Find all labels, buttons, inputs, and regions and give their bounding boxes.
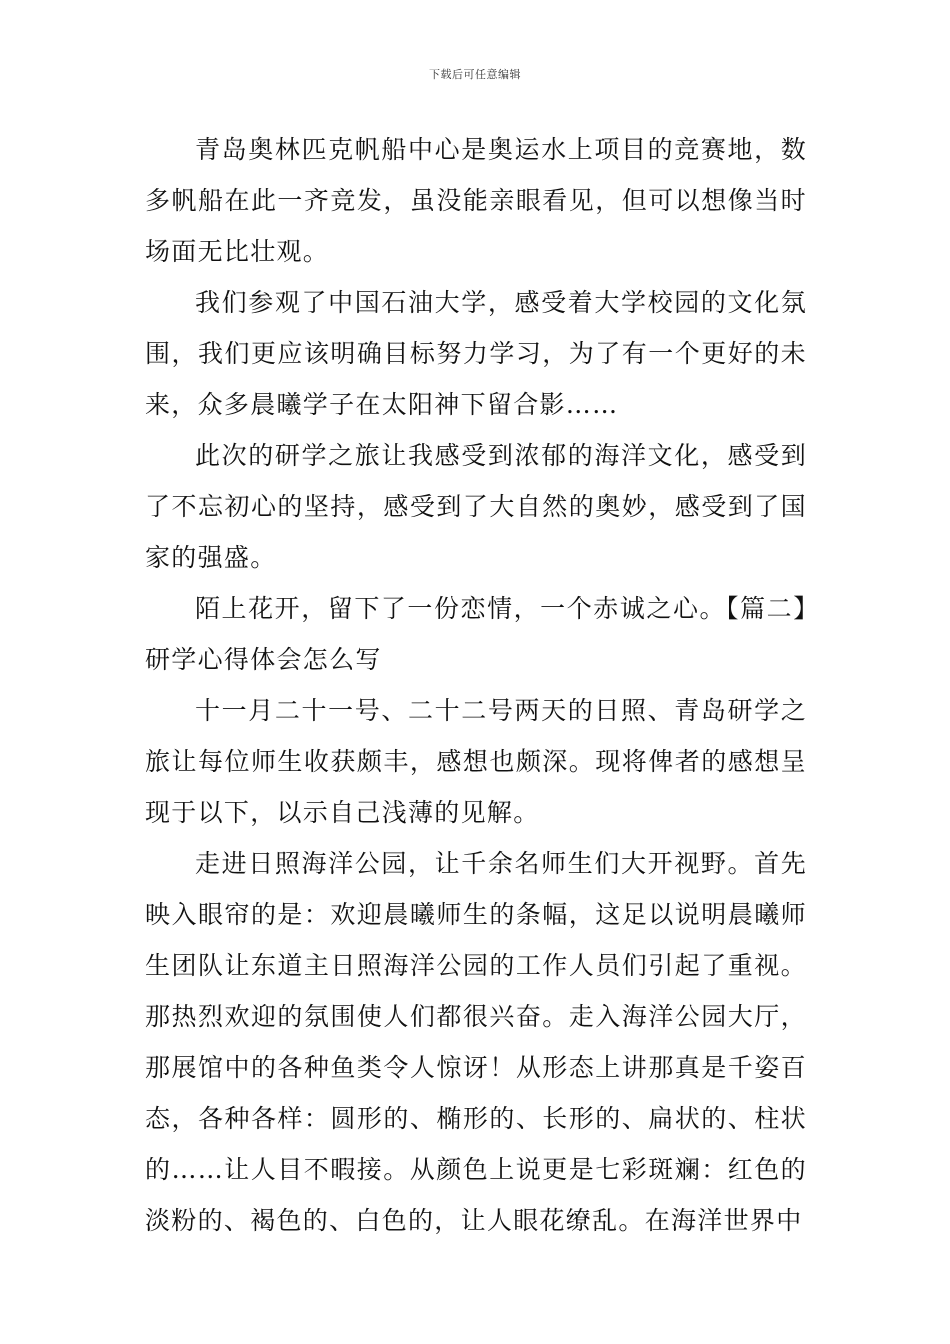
- paragraph: 走进日照海洋公园，让千余名师生们大开视野。首先映入眼帘的是：欢迎晨曦师生的条幅，这足以说明晨曦师生团队让东道主日照海洋公园的工作人员们引起了重视。那热烈欢迎的氛围使人们都很兴奋。走入海洋公园大厅，那展馆中的各种鱼类令人惊讶！从形态上讲那真是千姿百态，各种各样：圆形的、椭形的、长形的、扁状的、柱状的……让人目不暇接。从颜色上说更是七彩斑斓：红色的淡粉的、褐色的、白色的，让人眼花缭乱。在海洋世界中: [145, 849, 807, 1235]
- paragraph: 十一月二十一号、二十二号两天的日照、青岛研学之旅让每位师生收获颇丰，感想也颇深。现将俾者的感想呈现于以下，以示自己浅薄的见解。: [145, 696, 807, 827]
- paragraph: 此次的研学之旅让我感受到浓郁的海洋文化，感受到了不忘初心的坚持，感受到了大自然的奥妙，感受到了国家的强盛。: [145, 441, 807, 572]
- paragraph: 陌上花开，留下了一份恋情，一个赤诚之心。【篇二】研学心得体会怎么写: [145, 594, 807, 674]
- document-body: [145, 124, 807, 1246]
- page-header: 下载后可任意编辑: [429, 68, 521, 81]
- paragraph: 我们参观了中国石油大学，感受着大学校园的文化氛围，我们更应该明确目标努力学习，为了有一个更好的未来，众多晨曦学子在太阳神下留合影……: [145, 288, 807, 419]
- paragraph: 青岛奥林匹克帆船中心是奥运水上项目的竞赛地，数多帆船在此一齐竞发，虽没能亲眼看见，但可以想像当时场面无比壮观。: [145, 135, 807, 266]
